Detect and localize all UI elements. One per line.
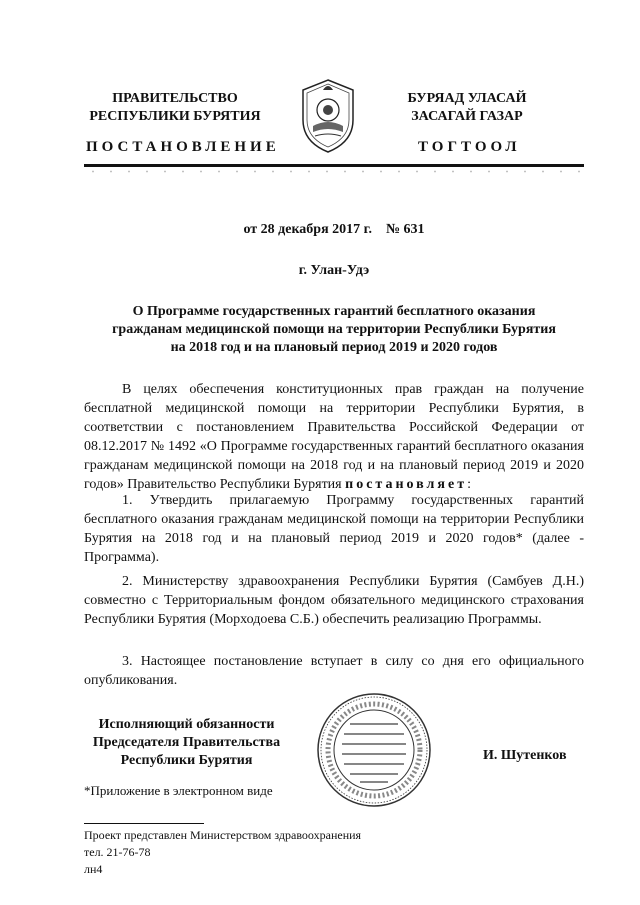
attachment-note: *Приложение в электронном виде <box>84 783 273 798</box>
title-line-1: О Программе государственных гарантий бесплатного оказания <box>132 304 536 319</box>
paragraph-1 <box>84 491 584 567</box>
government-header-buryat <box>362 90 572 126</box>
paragraph-preamble <box>84 380 584 494</box>
title-line-2: гражданам медицинской помощи на территории Республики Бурятия <box>112 322 556 337</box>
header-left-line2: РЕСПУБЛИКИ БУРЯТИЯ <box>89 109 261 124</box>
doc-type-buryat: ТОГТООЛ <box>418 139 521 155</box>
signer-name: И. Шутенков <box>483 748 567 763</box>
footer-divider <box>84 823 204 824</box>
paragraph-1-text: 1. Утвердить прилагаемую Программу государственных гарантий бесплатного оказания гражданам медицинской помощи на территории Республики Бурятия на 2018 год и на плановый период 2019 и 2020 годов* (далее - Программа). <box>84 493 584 565</box>
signatory-line-3: Республики Бурятия <box>120 753 253 768</box>
resolves-word: постановляет <box>345 477 468 492</box>
header-right-line2: ЗАСАГАЙ ГАЗАР <box>411 109 523 124</box>
header-left-line1: ПРАВИТЕЛЬСТВО <box>112 91 238 106</box>
signatory-title <box>84 716 289 770</box>
preamble-text: В целях обеспечения конституционных прав граждан на получение бесплатной медицинской помощи на территории Республики Бурятия, в соответствии с постановлением Правительства Российской Федерации от 08.12.2017 № 1492 «О Программе государственных гарантий бесплатного оказания гражданам медицинской помощи на 2018 год и на плановый период 2019 и 2020 годов» Правительство Республики Бурятия <box>84 382 584 492</box>
signatory-line-1: Исполняющий обязанности <box>98 717 275 732</box>
doc-type-russian: ПОСТАНОВЛЕНИЕ <box>86 139 280 155</box>
paragraph-2 <box>84 572 584 629</box>
government-header <box>70 90 280 126</box>
document-dateline: от 28 декабря 2017 г. № 631 <box>243 222 425 237</box>
document-title <box>84 303 584 357</box>
signatory-line-2: Председателя Правительства <box>92 735 281 750</box>
footer-line-2: тел. 21-76-78 <box>84 845 151 859</box>
coat-of-arms-icon <box>297 76 359 154</box>
footer-line-3: лн4 <box>84 862 103 876</box>
document-city: г. Улан-Удэ <box>298 263 370 278</box>
header-dotted-line <box>84 170 584 173</box>
header-right-line1: БУРЯАД УЛАСАЙ <box>407 91 527 106</box>
title-line-3: на 2018 год и на плановый период 2019 и 2020 годов <box>170 340 498 355</box>
footer-line-1: Проект представлен Министерством здравоохранения <box>84 828 362 842</box>
official-stamp-icon <box>316 692 432 808</box>
paragraph-3-text: 3. Настоящее постановление вступает в силу со дня его официального опубликования. <box>84 654 584 688</box>
paragraph-2-text: 2. Министерству здравоохранения Республики Бурятия (Самбуев Д.Н.) совместно с Территориальным фондом обязательного медицинского страхования Республики Бурятия (Морходоева С.Б.) обеспечить реализацию Программы. <box>84 574 584 627</box>
preamble-end: : <box>467 477 471 492</box>
paragraph-3 <box>84 652 584 690</box>
footer <box>84 827 361 878</box>
header-divider <box>84 164 584 167</box>
